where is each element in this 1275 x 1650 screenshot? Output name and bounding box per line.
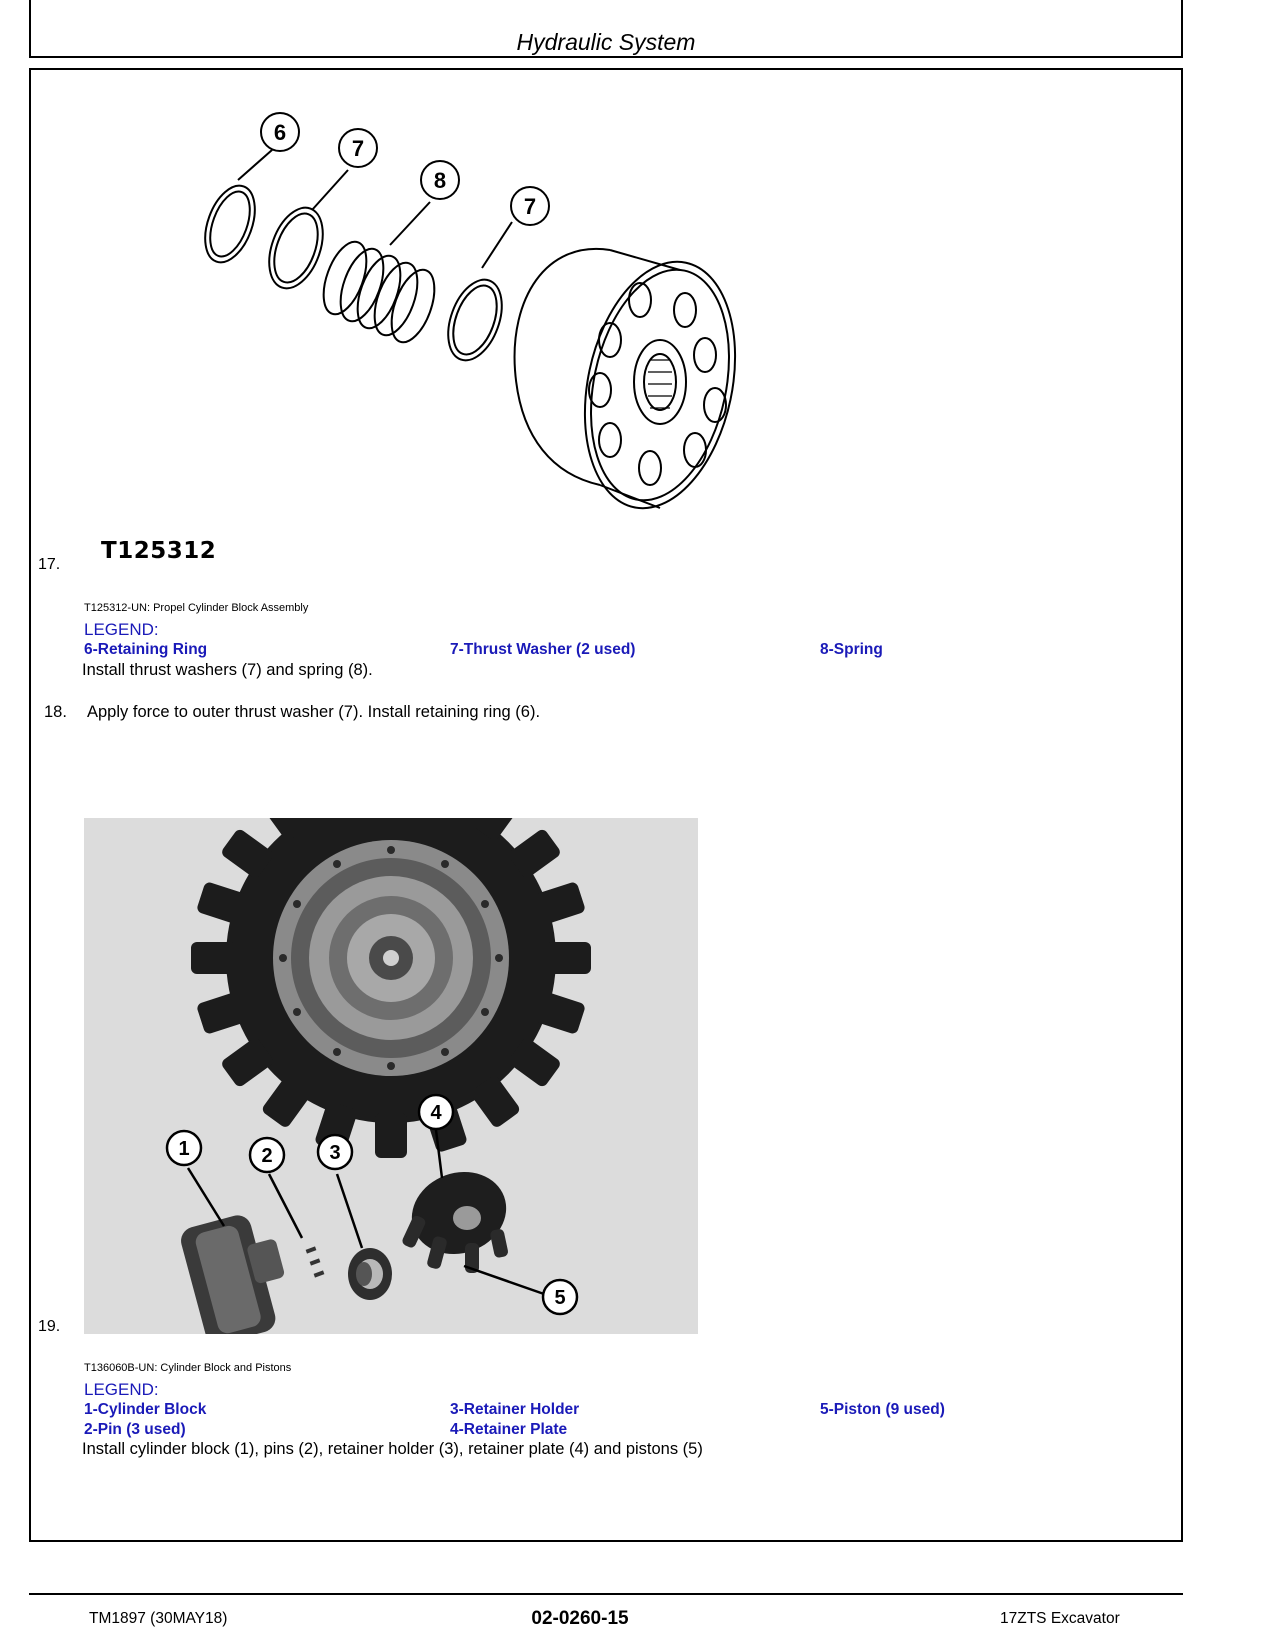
footer-manual-id: TM1897 (30MAY18) [89, 1610, 228, 1627]
figure-caption: T125312-UN: Propel Cylinder Block Assembly [84, 602, 309, 614]
callout-6: 6 [273, 120, 287, 145]
callout-3: 3 [329, 1142, 341, 1164]
legend-item: 3-Retainer Holder [450, 1401, 580, 1418]
cylinder-block-pistons-photo [84, 818, 698, 1334]
legend-item: 7-Thrust Washer (2 used) [450, 641, 636, 658]
footer-model: 17ZTS Excavator [1000, 1610, 1120, 1627]
legend-item: 6-Retaining Ring [84, 641, 208, 658]
legend-item: 2-Pin (3 used) [84, 1421, 186, 1438]
page-number: 02-0260-15 [531, 1608, 629, 1629]
legend-item: 4-Retainer Plate [450, 1421, 568, 1438]
callout-2: 2 [261, 1145, 273, 1167]
legend-item: 1-Cylinder Block [84, 1401, 207, 1418]
step-19-instruction: Install cylinder block (1), pins (2), retainer holder (3), retainer plate (4) and pistons (5) [82, 1440, 703, 1458]
step-18-number: 18. [44, 703, 67, 721]
callout-1: 1 [178, 1138, 190, 1160]
callout-7a: 7 [351, 136, 365, 161]
callout-8: 8 [433, 168, 447, 193]
legend-item: 8-Spring [820, 641, 883, 658]
step-19-number: 19. [38, 1318, 61, 1335]
callout-7b: 7 [523, 194, 537, 219]
footer-rule [29, 1593, 1183, 1595]
callout-4: 4 [430, 1102, 442, 1124]
step-17-instruction: Install thrust washers (7) and spring (8). [82, 661, 373, 679]
cylinder-block-assembly-drawing [190, 110, 770, 520]
legend-title: LEGEND: [84, 620, 159, 639]
step-17-number: 17. [38, 556, 61, 573]
legend-item: 5-Piston (9 used) [820, 1401, 945, 1418]
legend-title: LEGEND: [84, 1380, 159, 1399]
callout-5: 5 [554, 1287, 566, 1309]
step-18-text: Apply force to outer thrust washer (7). Install retaining ring (6). [87, 703, 541, 721]
page-header-title: Hydraulic System [516, 29, 696, 55]
figure-caption: T136060B-UN: Cylinder Block and Pistons [84, 1362, 292, 1374]
figure-id: T125312 [101, 538, 217, 564]
